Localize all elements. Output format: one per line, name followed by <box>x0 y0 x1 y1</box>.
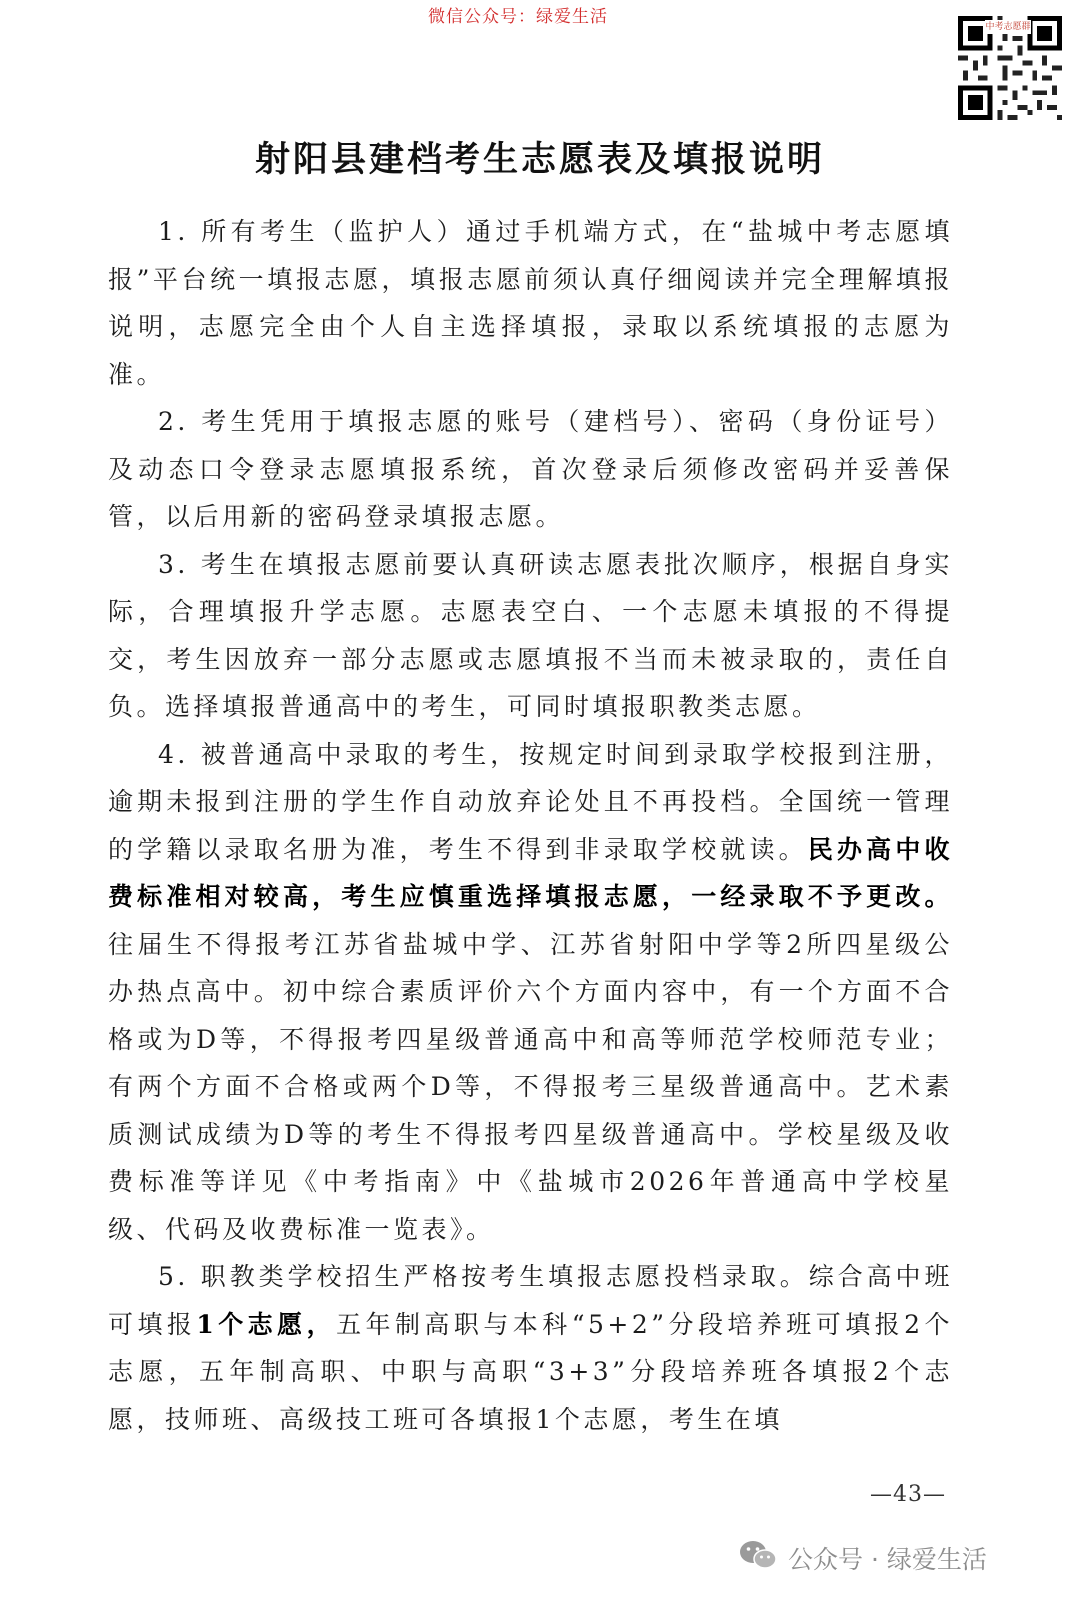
page-number: —43— <box>870 1482 946 1507</box>
wechat-icon <box>738 1538 778 1578</box>
paragraph-3: 3. 考生在填报志愿前要认真研读志愿表批次顺序，根据自身实际，合理填报升学志愿。志愿表空白、一个志愿未填报的不得提交，考生因放弃一部分志愿或志愿填报不当而未被录取的，责任自负。选择填报普通高中的考生，可同时填报职教类志愿。 <box>108 549 953 721</box>
watermark-bottom <box>738 1538 987 1578</box>
paragraph-4-text: 4. 被普通高中录取的考生，按规定时间到录取学校报到注册，逾期未报到注册的学生作自动放弃论处且不再投档。全国统一管理的学籍以录取名册为准，考生不得到非录取学校就读。 <box>108 739 953 864</box>
paragraph-4-bold: 民办高中收费标准相对较高，考生应慎重选择填报志愿，一经录取不予更改。 <box>108 834 953 911</box>
watermark-bottom-text: 公众号 · 绿爱生活 <box>788 1545 987 1574</box>
paragraph-5-text-cont: 五年制高职与本科“5+2”分段培养班可填报2个志愿，五年制高职、中职与高职“3+3”分段培养班各填报2个志愿，技师班、高级技工班可各填报1个志愿，考生在填 <box>108 1309 953 1434</box>
qr-badge: 中考志愿群 <box>985 22 1031 32</box>
paragraph-5-text: 5. 职教类学校招生严格按考生填报志愿投档录取。综合高中班可填报 <box>108 1262 953 1339</box>
document-body <box>108 208 953 1443</box>
paragraph-1: 1. 所有考生（监护人）通过手机端方式，在“盐城中考志愿填报”平台统一填报志愿，填报志愿前须认真仔细阅读并完全理解填报说明，志愿完全由个人自主选择填报，录取以系统填报的志愿为准。 <box>108 217 953 389</box>
document-title: 射阳县建档考生志愿表及填报说明 <box>254 140 825 180</box>
watermark-top: 微信公众号：绿爱生活 <box>428 7 608 27</box>
paragraph-5 <box>108 1253 953 1443</box>
paragraph-4 <box>108 731 953 1254</box>
paragraph-5-bold: 1个志愿， <box>196 1309 337 1339</box>
paragraph-2: 2. 考生凭用于填报志愿的账号（建档号）、密码（身份证号）及动态口令登录志愿填报系统，首次登录后须修改密码并妥善保管，以后用新的密码登录填报志愿。 <box>108 407 953 531</box>
paragraph-4-text-cont: 往届生不得报考江苏省盐城中学、江苏省射阳中学等2所四星级公办热点高中。初中综合素质评价六个方面内容中，有一个方面不合格或为D等，不得报考四星级普通高中和高等师范学校师范专业；有两个方面不合格或两个D等，不得报考三星级普通高中。艺术素质测试成绩为D等的考生不得报考四星级普通高中。学校星级及收费标准等详见《中考指南》中《盐城市2026年普通高中学校星级、代码及收费标准一览表》。 <box>108 929 953 1244</box>
